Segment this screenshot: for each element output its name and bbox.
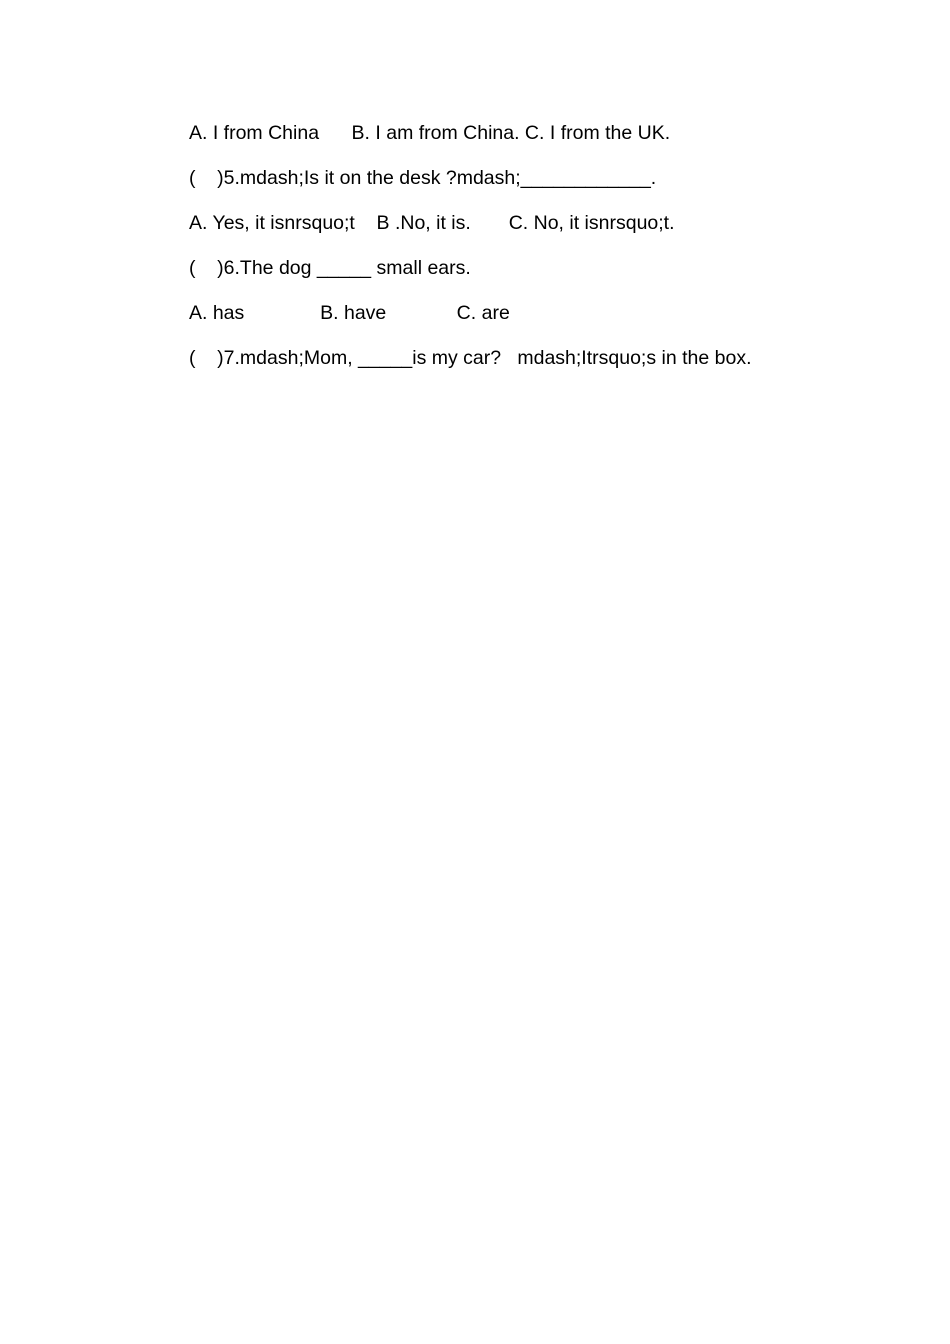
option-line-q4: A. I from China B. I am from China. C. I from the UK. — [189, 122, 671, 144]
question-line-6: ( )6.The dog _____ small ears. — [189, 257, 471, 279]
document-body — [189, 119, 829, 389]
option-line-q5: A. Yes, it isnrsquo;t B .No, it is. C. No, it isnrsquo;t. — [189, 212, 675, 234]
question-line-5: ( )5.mdash;Is it on the desk ?mdash;____________. — [189, 167, 657, 189]
question-line-7: ( )7.mdash;Mom, _____is my car? mdash;Itrsquo;s in the box. — [189, 347, 752, 369]
option-line-q6: A. has B. have C. are — [189, 302, 510, 324]
